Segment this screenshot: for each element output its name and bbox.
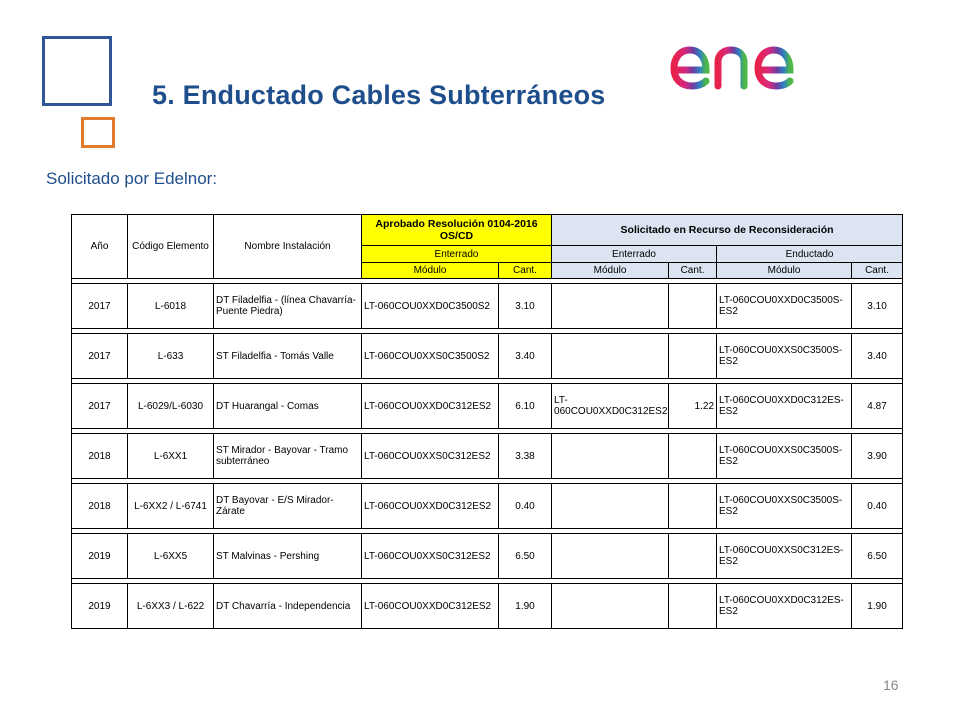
cell-codigo: L-6XX1	[128, 434, 214, 479]
col-header-modulo: Módulo	[717, 263, 852, 279]
cell-enterrado-cant	[669, 484, 717, 529]
table-row	[72, 384, 903, 429]
cell-nombre: DT Filadelfia - (línea Chavarría-Puente Piedra)	[214, 284, 362, 329]
table-row	[72, 334, 903, 379]
cell-anio: 2019	[72, 584, 128, 629]
decorative-square-blue	[42, 36, 112, 106]
cell-enterrado-modulo	[552, 584, 669, 629]
cell-aprobado-modulo: LT-060COU0XXD0C312ES2	[362, 384, 499, 429]
table-row	[72, 584, 903, 629]
cell-codigo: L-633	[128, 334, 214, 379]
cell-aprobado-modulo: LT-060COU0XXD0C3500S2	[362, 284, 499, 329]
cell-codigo: L-6XX5	[128, 534, 214, 579]
cell-aprobado-cant: 1.90	[499, 584, 552, 629]
cell-enterrado-modulo	[552, 434, 669, 479]
cell-enterrado-cant	[669, 534, 717, 579]
page-number: 16	[883, 677, 899, 693]
cell-aprobado-cant: 6.10	[499, 384, 552, 429]
cell-codigo: L-6029/L-6030	[128, 384, 214, 429]
cable-table	[71, 214, 903, 629]
col-header-cant: Cant.	[499, 263, 552, 279]
col-header-cant: Cant.	[669, 263, 717, 279]
cell-codigo: L-6XX3 / L-622	[128, 584, 214, 629]
cell-enductado-cant: 3.10	[852, 284, 903, 329]
cell-enterrado-modulo: LT-060COU0XXD0C312ES2	[552, 384, 669, 429]
col-header-modulo: Módulo	[552, 263, 669, 279]
cell-aprobado-cant: 3.10	[499, 284, 552, 329]
table-row	[72, 284, 903, 329]
cell-enductado-cant: 3.90	[852, 434, 903, 479]
cell-enterrado-cant	[669, 334, 717, 379]
cell-aprobado-modulo: LT-060COU0XXS0C3500S2	[362, 334, 499, 379]
cell-nombre: DT Chavarría - Independencia	[214, 584, 362, 629]
group-header-solicitado: Solicitado en Recurso de Reconsideración	[552, 215, 903, 246]
cell-nombre: ST Filadelfia - Tomás Valle	[214, 334, 362, 379]
cell-enterrado-cant: 1.22	[669, 384, 717, 429]
cell-enductado-modulo: LT-060COU0XXS0C3500S-ES2	[717, 484, 852, 529]
cell-anio: 2017	[72, 334, 128, 379]
subtitle: Solicitado por Edelnor:	[46, 169, 218, 188]
cell-aprobado-modulo: LT-060COU0XXS0C312ES2	[362, 534, 499, 579]
cell-enductado-cant: 0.40	[852, 484, 903, 529]
cell-codigo: L-6018	[128, 284, 214, 329]
subheader-enductado: Enductado	[717, 246, 903, 263]
page-title: 5. Enductado Cables Subterráneos	[152, 80, 606, 110]
table-row	[72, 434, 903, 479]
cell-aprobado-cant: 6.50	[499, 534, 552, 579]
cell-anio: 2017	[72, 284, 128, 329]
group-header-aprobado: Aprobado Resolución 0104-2016 OS/CD	[362, 215, 552, 246]
cell-aprobado-cant: 3.40	[499, 334, 552, 379]
subheader-enterrado-solicitado: Enterrado	[552, 246, 717, 263]
col-header-modulo: Módulo	[362, 263, 499, 279]
enel-logo	[668, 30, 830, 92]
cell-nombre: ST Mirador - Bayovar - Tramo subterráneo	[214, 434, 362, 479]
cell-enterrado-cant	[669, 434, 717, 479]
cell-enductado-modulo: LT-060COU0XXD0C312ES-ES2	[717, 584, 852, 629]
table-row	[72, 484, 903, 529]
col-header-cant: Cant.	[852, 263, 903, 279]
decorative-square-orange	[81, 117, 115, 148]
cell-aprobado-modulo: LT-060COU0XXD0C312ES2	[362, 484, 499, 529]
cell-anio: 2019	[72, 534, 128, 579]
cell-enductado-cant: 4.87	[852, 384, 903, 429]
cell-aprobado-modulo: LT-060COU0XXD0C312ES2	[362, 584, 499, 629]
cell-aprobado-modulo: LT-060COU0XXS0C312ES2	[362, 434, 499, 479]
cell-enductado-modulo: LT-060COU0XXD0C3500S-ES2	[717, 284, 852, 329]
cell-enductado-cant: 3.40	[852, 334, 903, 379]
col-header-codigo: Código Elemento	[128, 215, 214, 279]
cell-enductado-modulo: LT-060COU0XXD0C312ES-ES2	[717, 384, 852, 429]
cell-enterrado-modulo	[552, 534, 669, 579]
cell-enductado-cant: 6.50	[852, 534, 903, 579]
cell-anio: 2017	[72, 384, 128, 429]
cell-codigo: L-6XX2 / L-6741	[128, 484, 214, 529]
col-header-nombre: Nombre Instalación	[214, 215, 362, 279]
cell-enductado-cant: 1.90	[852, 584, 903, 629]
cell-enterrado-modulo	[552, 284, 669, 329]
cell-enterrado-cant	[669, 284, 717, 329]
cell-aprobado-cant: 0.40	[499, 484, 552, 529]
cell-enterrado-modulo	[552, 334, 669, 379]
cell-enductado-modulo: LT-060COU0XXS0C312ES-ES2	[717, 534, 852, 579]
cell-nombre: DT Bayovar - E/S Mirador-Zárate	[214, 484, 362, 529]
cell-enductado-modulo: LT-060COU0XXS0C3500S-ES2	[717, 334, 852, 379]
cell-nombre: ST Malvinas - Pershing	[214, 534, 362, 579]
table-row	[72, 534, 903, 579]
cell-anio: 2018	[72, 484, 128, 529]
subheader-enterrado-aprobado: Enterrado	[362, 246, 552, 263]
cell-nombre: DT Huarangal - Comas	[214, 384, 362, 429]
col-header-anio: Año	[72, 215, 128, 279]
cell-enterrado-cant	[669, 584, 717, 629]
cell-aprobado-cant: 3.38	[499, 434, 552, 479]
cell-anio: 2018	[72, 434, 128, 479]
cell-enterrado-modulo	[552, 484, 669, 529]
cell-enductado-modulo: LT-060COU0XXS0C3500S-ES2	[717, 434, 852, 479]
